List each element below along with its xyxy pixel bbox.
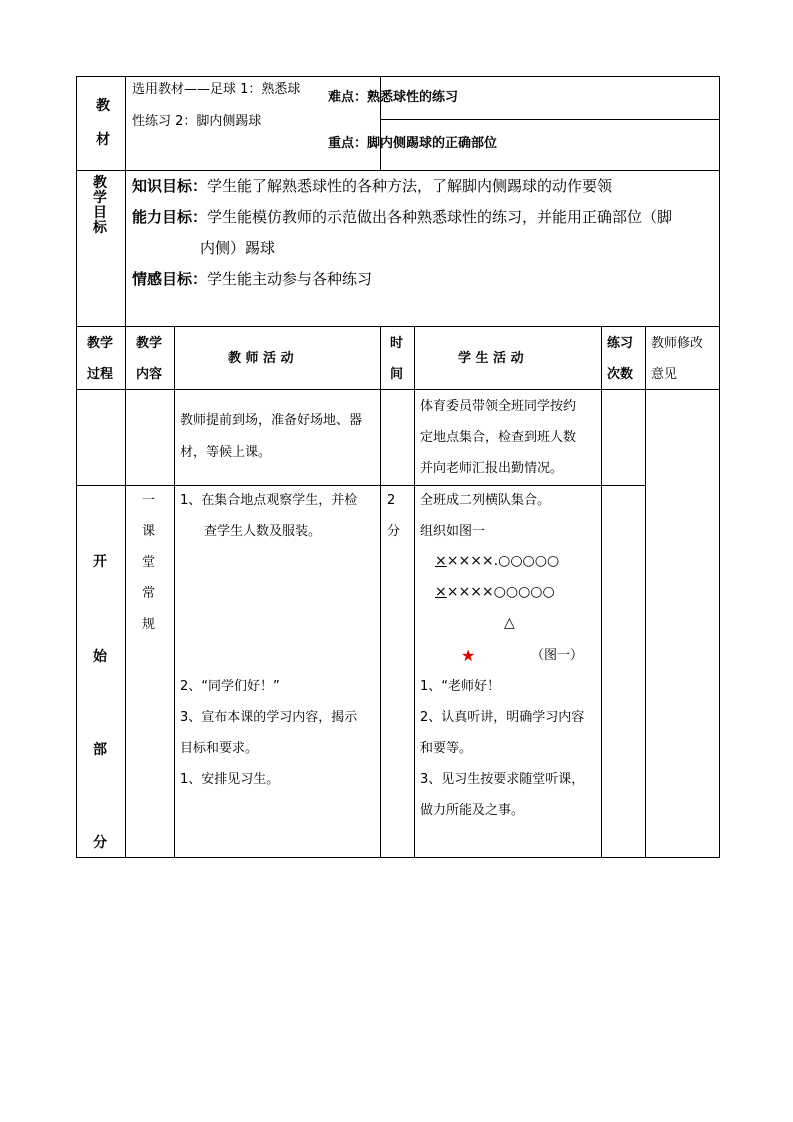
- prep-content-cell: [126, 390, 175, 486]
- formation-triangle: △: [504, 615, 515, 631]
- start-process-char: 开: [93, 554, 107, 570]
- start-student-cell: [415, 486, 602, 858]
- start-process-char: 始: [93, 649, 107, 665]
- header-revision-line: 意见: [651, 367, 678, 382]
- header-time-line: 间: [390, 367, 404, 382]
- header-student-label: 学 生 活 动: [458, 351, 524, 366]
- header-process-line: 教学: [87, 336, 114, 351]
- formation-row-1: [435, 554, 559, 568]
- prep-student-line: 并向老师汇报出勤情况。: [420, 461, 564, 476]
- objectives-label-char: 教: [93, 175, 107, 191]
- ability-objective: [132, 210, 672, 225]
- header-practice-line: 次数: [607, 367, 634, 382]
- key-label: 重点：: [328, 136, 368, 151]
- start-teacher-line: 1、在集合地点观察学生，并检: [180, 493, 358, 508]
- header-content-line: 教学: [136, 336, 163, 351]
- start-teacher-line: 2、“同学们好！”: [180, 679, 280, 694]
- header-revision-line: 教师修改: [651, 336, 704, 351]
- formation-caption: （图一）: [531, 648, 584, 663]
- start-process-char: 分: [93, 835, 107, 851]
- start-student-line: 1、“老师好！: [420, 679, 501, 694]
- emotion-text: 学生能主动参与各种练习: [207, 270, 373, 288]
- prep-teacher-line: 材，等候上课。: [180, 445, 272, 460]
- objectives-label-char: 目: [93, 205, 107, 221]
- start-content-cell: [126, 486, 175, 858]
- start-content-char: 一: [142, 493, 156, 508]
- knowledge-objective: [132, 179, 612, 194]
- start-student-line: 2、认真听讲，明确学习内容: [420, 710, 585, 725]
- formation-leader-mark: ×: [435, 584, 447, 600]
- start-teacher-line: 目标和要求。: [180, 741, 259, 756]
- start-time-line: 2: [387, 493, 396, 508]
- material-line: 选用教材——足球 1：熟悉球: [132, 82, 301, 97]
- prep-practice-cell: [602, 390, 646, 486]
- start-content-char: 堂: [142, 555, 156, 570]
- start-time-cell: [381, 486, 415, 858]
- prep-process-cell: [77, 390, 126, 486]
- start-content-char: 课: [142, 524, 156, 539]
- start-teacher-cell: [175, 486, 381, 858]
- revision-cell: [646, 390, 720, 858]
- start-student-line: 3、见习生按要求随堂听课，: [420, 772, 585, 787]
- emotion-objective: [132, 272, 372, 287]
- difficulty-point: [328, 91, 458, 104]
- formation-row-1-rest: ××××.○○○○○: [446, 553, 560, 569]
- start-teacher-line: 3、宣布本课的学习内容，揭示: [180, 710, 358, 725]
- formation-row-2-rest: ××××○○○○○: [446, 584, 555, 600]
- key-text: 脚内侧踢球的正确部位: [367, 136, 498, 151]
- ability-text-1: 学生能模仿教师的示范做出各种熟悉球性的练习，并能用正确部位（脚: [207, 208, 673, 226]
- material-label-char: 教: [96, 98, 110, 114]
- ability-text-2: 内侧）踢球: [200, 239, 276, 257]
- emotion-label: 情感目标：: [132, 270, 208, 288]
- difficulty-label: 难点：: [328, 90, 368, 105]
- material-label-char: 材: [96, 132, 110, 148]
- start-process-char: 部: [93, 742, 107, 758]
- start-content-char: 常: [142, 586, 156, 601]
- prep-student-line: 定地点集合，检查到班人数: [420, 430, 577, 445]
- start-time-line: 分: [387, 524, 401, 539]
- start-student-line: 全班成二列横队集合。: [420, 493, 551, 508]
- objectives-label-char: 学: [93, 190, 107, 206]
- prep-time-cell: [381, 390, 415, 486]
- key-point: [328, 137, 497, 150]
- header-content-line: 内容: [136, 367, 163, 382]
- header-time-line: 时: [390, 336, 404, 351]
- header-practice-line: 练习: [607, 336, 634, 351]
- start-teacher-line: 查学生人数及服装。: [204, 524, 322, 539]
- header-process-line: 过程: [87, 367, 114, 382]
- header-teacher-label: 教 师 活 动: [228, 351, 294, 366]
- start-process-cell: [77, 486, 126, 858]
- start-teacher-line: 1、安排见习生。: [180, 772, 280, 787]
- material-line: 性练习 2：脚内侧踢球: [132, 114, 262, 129]
- teacher-star-icon: ★: [461, 646, 476, 665]
- formation-row-2: [435, 585, 555, 599]
- start-student-line: 和要等。: [420, 741, 473, 756]
- ability-label: 能力目标：: [132, 208, 208, 226]
- difficulty-text: 熟悉球性的练习: [367, 90, 459, 105]
- prep-teacher-line: 教师提前到场，准备好场地、器: [180, 413, 363, 428]
- material-label-cell: [77, 77, 126, 171]
- start-student-line: 做力所能及之事。: [420, 803, 525, 818]
- formation-leader-mark: ×: [435, 553, 447, 569]
- prep-student-line: 体育委员带领全班同学按约: [420, 399, 577, 414]
- knowledge-text: 学生能了解熟悉球性的各种方法，了解脚内侧踢球的动作要领: [207, 177, 613, 195]
- start-practice-cell: [602, 486, 646, 858]
- prep-teacher-cell: [175, 390, 381, 486]
- objectives-label-char: 标: [93, 220, 107, 236]
- start-student-line: 组织如图一: [420, 524, 486, 539]
- start-content-char: 规: [142, 617, 156, 632]
- knowledge-label: 知识目标：: [132, 177, 208, 195]
